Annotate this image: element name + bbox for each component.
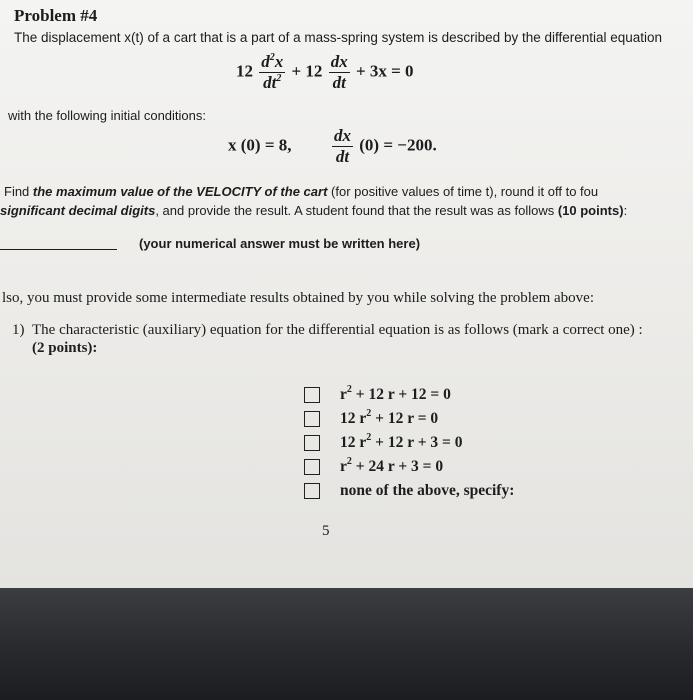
task-line1-a: Find bbox=[4, 184, 33, 199]
option-checkbox[interactable] bbox=[304, 411, 320, 427]
q1-points: (2 points): bbox=[32, 340, 98, 356]
task-line1-c: (for positive values of time t), round it off to fou bbox=[327, 184, 599, 199]
option-label: $r^2 + 12$ r + 12 = 0 bbox=[340, 384, 451, 403]
d2x-den: dt bbox=[263, 73, 277, 92]
desk-background bbox=[0, 588, 693, 700]
option-label: 12 $r^2 + 12$ r + 3 = 0 bbox=[340, 432, 463, 451]
answer-blank-line[interactable] bbox=[0, 249, 117, 250]
problem-title: Problem #4 bbox=[14, 6, 98, 25]
initial-dx-num: dx bbox=[334, 126, 352, 145]
option-checkbox[interactable] bbox=[304, 387, 320, 403]
task-line2-b: , and provide the result. A student found that the result was as follows bbox=[155, 203, 558, 218]
d2x-num-d: d bbox=[261, 52, 270, 71]
second-derivative-fraction bbox=[259, 52, 285, 93]
characteristic-options bbox=[304, 383, 514, 503]
initial-dx-value: (0) = −200. bbox=[359, 135, 437, 155]
d2x-num-var: x bbox=[274, 52, 284, 71]
option-row bbox=[304, 479, 514, 503]
option-row bbox=[304, 383, 514, 407]
option-checkbox[interactable] bbox=[304, 483, 320, 499]
option-row bbox=[304, 407, 514, 431]
task-line-1 bbox=[4, 184, 598, 199]
option-label: 12 $r^2 + 12$ r = 0 bbox=[340, 408, 439, 427]
option-row bbox=[304, 455, 514, 479]
ode-rest: + 3x = 0 bbox=[355, 61, 414, 81]
initial-derivative-fraction bbox=[332, 126, 353, 167]
also-text: lso, you must provide some intermediate results obtained by you while solving the problem above: bbox=[2, 290, 594, 306]
first-derivative-fraction bbox=[329, 52, 350, 93]
initial-x0: x (0) = 8, bbox=[228, 135, 292, 155]
initial-conditions-label: with the following initial conditions: bbox=[8, 108, 206, 123]
answer-hint: (your numerical answer must be written here) bbox=[139, 236, 421, 251]
ode-coef1: 12 bbox=[236, 61, 253, 81]
task-points: (10 points) bbox=[557, 203, 624, 218]
task-line2-emphasis: significant decimal digits bbox=[0, 203, 156, 218]
option-checkbox[interactable] bbox=[304, 435, 320, 451]
dx-den: dt bbox=[332, 73, 346, 92]
q1-number: 1) bbox=[12, 322, 25, 338]
option-checkbox[interactable] bbox=[304, 459, 320, 475]
dx-num: dx bbox=[330, 52, 348, 71]
ode-plus1: + 12 bbox=[291, 61, 323, 81]
task-line1-emphasis: the maximum value of the VELOCITY of the cart bbox=[32, 184, 328, 199]
option-label: $r^2 + 24$ r + 3 = 0 bbox=[340, 456, 444, 475]
initial-conditions bbox=[228, 126, 437, 167]
task-line-2 bbox=[0, 203, 627, 218]
d2x-den-sup: 2 bbox=[276, 73, 282, 84]
option-row bbox=[304, 431, 514, 455]
q1-text: The characteristic (auxiliary) equation for the differential equation is as follows (mark a correct one) : bbox=[32, 322, 643, 338]
initial-dx-den: dt bbox=[335, 147, 350, 166]
d2x-num-sup: 2 bbox=[269, 52, 275, 63]
differential-equation bbox=[236, 52, 414, 93]
task-line2-d: : bbox=[623, 203, 628, 218]
problem-intro: The displacement x(t) of a cart that is a part of a mass-spring system is described by the differential equation bbox=[14, 30, 663, 45]
option-label: none of the above, specify: bbox=[340, 482, 515, 499]
page-number: 5 bbox=[322, 523, 330, 539]
